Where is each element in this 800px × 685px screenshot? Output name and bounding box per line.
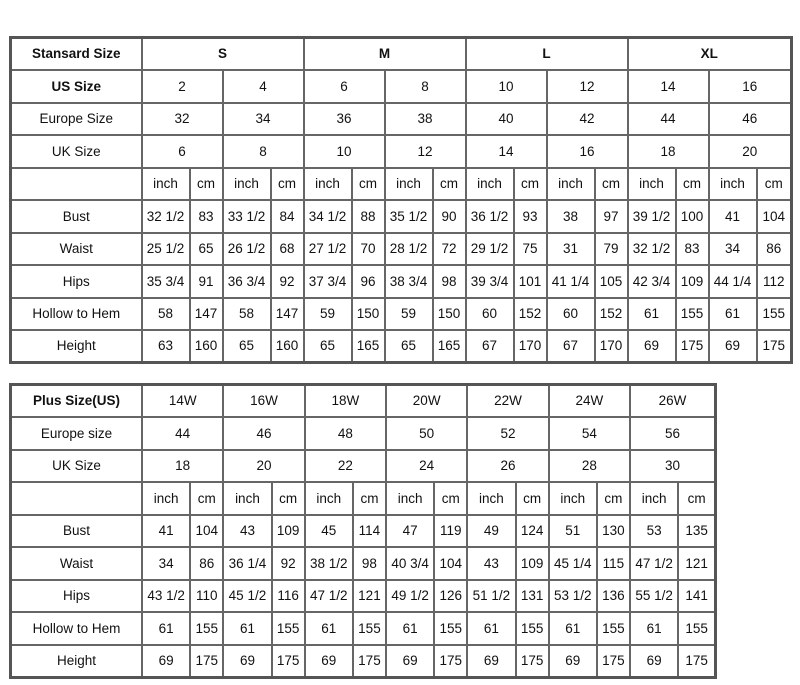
measurement-value: 175	[757, 330, 792, 363]
size-value: 6	[142, 135, 223, 168]
measurement-value: 155	[597, 612, 630, 645]
size-value: 14	[628, 70, 709, 103]
plus-size-value: 18W	[305, 385, 386, 418]
measurement-value: 170	[595, 330, 628, 363]
us-size-label: US Size	[11, 70, 142, 103]
units-row	[11, 168, 792, 201]
measurement-value: 165	[352, 330, 385, 363]
measurement-value: 155	[190, 612, 223, 645]
measurement-value: 175	[434, 645, 467, 678]
measurement-value: 109	[676, 265, 709, 298]
measurement-value: 86	[757, 233, 792, 266]
plus-size-label: Plus Size(US)	[11, 385, 143, 418]
unit-cm: cm	[516, 482, 549, 515]
measurement-value: 170	[514, 330, 547, 363]
measurement-value: 175	[597, 645, 630, 678]
size-value: 26	[467, 450, 548, 483]
size-value: 32	[142, 103, 223, 136]
size-value: 8	[223, 135, 304, 168]
measurement-value: 68	[271, 233, 304, 266]
measurement-value: 41 1/4	[547, 265, 595, 298]
measurement-value: 112	[757, 265, 792, 298]
unit-inch: inch	[547, 168, 595, 201]
measurement-value: 175	[676, 330, 709, 363]
measurement-value: 100	[676, 200, 709, 233]
measurement-value: 43 1/2	[142, 580, 190, 613]
plus-size-value: 20W	[386, 385, 467, 418]
size-value: 22	[305, 450, 386, 483]
size-value: 38	[385, 103, 466, 136]
unit-inch: inch	[386, 482, 434, 515]
standard-size-label: Stansard Size	[11, 38, 142, 71]
measurement-value: 47	[386, 515, 434, 548]
unit-cm: cm	[190, 168, 223, 201]
measurement-label: Height	[11, 330, 142, 363]
measurement-value: 93	[514, 200, 547, 233]
measurement-label: Hollow to Hem	[11, 612, 143, 645]
measurement-value: 65	[304, 330, 352, 363]
measurement-value: 35 1/2	[385, 200, 433, 233]
measurement-row	[11, 330, 792, 363]
measurement-label: Waist	[11, 233, 142, 266]
europe-size-label: Europe Size	[11, 103, 142, 136]
units-label-empty	[11, 168, 142, 201]
measurement-value: 109	[272, 515, 305, 548]
size-value: 12	[547, 70, 628, 103]
measurement-value: 34	[709, 233, 757, 266]
measurement-value: 45 1/4	[549, 547, 597, 580]
measurement-value: 175	[272, 645, 305, 678]
measurement-value: 150	[433, 298, 466, 331]
measurement-value: 59	[385, 298, 433, 331]
size-value: 20	[223, 450, 304, 483]
measurement-value: 37 3/4	[304, 265, 352, 298]
unit-inch: inch	[223, 482, 271, 515]
size-header-row	[11, 38, 792, 71]
size-value: 2	[142, 70, 223, 103]
unit-inch: inch	[628, 168, 676, 201]
unit-cm: cm	[353, 482, 386, 515]
measurement-value: 175	[190, 645, 223, 678]
size-value: 34	[223, 103, 304, 136]
measurement-value: 155	[272, 612, 305, 645]
measurement-value: 69	[223, 645, 271, 678]
measurement-value: 61	[386, 612, 434, 645]
measurement-value: 147	[271, 298, 304, 331]
measurement-value: 91	[190, 265, 223, 298]
watermark	[20, 2, 280, 24]
measurement-value: 72	[433, 233, 466, 266]
measurement-value: 141	[678, 580, 715, 613]
measurement-value: 34	[142, 547, 190, 580]
unit-cm: cm	[676, 168, 709, 201]
measurement-value: 160	[271, 330, 304, 363]
measurement-value: 155	[516, 612, 549, 645]
measurement-value: 86	[190, 547, 223, 580]
size-value: 48	[305, 417, 386, 450]
size-value: 40	[466, 103, 547, 136]
measurement-value: 79	[595, 233, 628, 266]
size-value: 52	[467, 417, 548, 450]
measurement-value: 155	[678, 612, 715, 645]
measurement-value: 58	[142, 298, 190, 331]
measurement-value: 33 1/2	[223, 200, 271, 233]
size-letter: L	[466, 38, 628, 71]
measurement-value: 63	[142, 330, 190, 363]
size-value: 50	[386, 417, 467, 450]
measurement-value: 92	[271, 265, 304, 298]
uk-size-row	[11, 135, 792, 168]
size-value: 18	[142, 450, 223, 483]
measurement-value: 26 1/2	[223, 233, 271, 266]
measurement-value: 126	[434, 580, 467, 613]
measurement-value: 38 1/2	[305, 547, 353, 580]
unit-inch: inch	[549, 482, 597, 515]
size-letter: XL	[628, 38, 792, 71]
measurement-value: 61	[467, 612, 515, 645]
measurement-value: 41	[142, 515, 190, 548]
uk-size-label: UK Size	[11, 135, 142, 168]
measurement-value: 43	[223, 515, 271, 548]
units-label-empty	[11, 482, 143, 515]
measurement-label: Bust	[11, 515, 143, 548]
measurement-value: 155	[757, 298, 792, 331]
measurement-value: 65	[190, 233, 223, 266]
unit-inch: inch	[223, 168, 271, 201]
unit-cm: cm	[271, 168, 304, 201]
measurement-value: 65	[385, 330, 433, 363]
measurement-value: 49 1/2	[386, 580, 434, 613]
measurement-value: 61	[628, 298, 676, 331]
measurement-value: 61	[142, 612, 190, 645]
unit-inch: inch	[467, 482, 515, 515]
measurement-value: 97	[595, 200, 628, 233]
measurement-value: 69	[142, 645, 190, 678]
measurement-value: 155	[353, 612, 386, 645]
measurement-value: 29 1/2	[466, 233, 514, 266]
unit-inch: inch	[709, 168, 757, 201]
measurement-value: 92	[272, 547, 305, 580]
size-value: 46	[709, 103, 792, 136]
measurement-value: 101	[514, 265, 547, 298]
plus-europe-size-label: Europe size	[11, 417, 143, 450]
measurement-value: 70	[352, 233, 385, 266]
measurement-value: 98	[353, 547, 386, 580]
measurement-value: 47 1/2	[305, 580, 353, 613]
size-value: 20	[709, 135, 792, 168]
us-size-row	[11, 70, 792, 103]
size-value: 44	[142, 417, 223, 450]
plus-measurement-row	[11, 515, 716, 548]
measurement-value: 69	[305, 645, 353, 678]
measurement-value: 175	[678, 645, 715, 678]
measurement-value: 124	[516, 515, 549, 548]
measurement-value: 39 1/2	[628, 200, 676, 233]
measurement-value: 61	[223, 612, 271, 645]
measurement-value: 49	[467, 515, 515, 548]
measurement-value: 152	[514, 298, 547, 331]
unit-inch: inch	[142, 482, 190, 515]
measurement-value: 59	[304, 298, 352, 331]
measurement-value: 61	[709, 298, 757, 331]
measurement-value: 36 1/4	[223, 547, 271, 580]
measurement-value: 105	[595, 265, 628, 298]
measurement-value: 43	[467, 547, 515, 580]
measurement-value: 51	[549, 515, 597, 548]
measurement-value: 175	[353, 645, 386, 678]
unit-cm: cm	[678, 482, 715, 515]
size-letter: S	[142, 38, 304, 71]
measurement-value: 55 1/2	[630, 580, 678, 613]
measurement-value: 130	[597, 515, 630, 548]
size-value: 42	[547, 103, 628, 136]
measurement-value: 75	[514, 233, 547, 266]
measurement-value: 67	[466, 330, 514, 363]
standard-size-table	[9, 36, 793, 364]
size-value: 6	[304, 70, 385, 103]
unit-cm: cm	[514, 168, 547, 201]
measurement-value: 53 1/2	[549, 580, 597, 613]
unit-inch: inch	[466, 168, 514, 201]
measurement-value: 121	[353, 580, 386, 613]
measurement-value: 150	[352, 298, 385, 331]
measurement-value: 104	[190, 515, 223, 548]
size-letter: M	[304, 38, 466, 71]
measurement-value: 90	[433, 200, 466, 233]
measurement-value: 25 1/2	[142, 233, 190, 266]
measurement-value: 61	[630, 612, 678, 645]
unit-inch: inch	[304, 168, 352, 201]
measurement-value: 119	[434, 515, 467, 548]
measurement-value: 104	[434, 547, 467, 580]
unit-inch: inch	[142, 168, 190, 201]
unit-cm: cm	[352, 168, 385, 201]
plus-size-value: 22W	[467, 385, 548, 418]
unit-inch: inch	[630, 482, 678, 515]
measurement-value: 40 3/4	[386, 547, 434, 580]
measurement-value: 69	[467, 645, 515, 678]
measurement-label: Hips	[11, 580, 143, 613]
measurement-value: 34 1/2	[304, 200, 352, 233]
measurement-value: 38	[547, 200, 595, 233]
measurement-value: 136	[597, 580, 630, 613]
measurement-value: 114	[353, 515, 386, 548]
measurement-value: 36 3/4	[223, 265, 271, 298]
measurement-value: 60	[547, 298, 595, 331]
measurement-label: Waist	[11, 547, 143, 580]
plus-uk-size-label: UK Size	[11, 450, 143, 483]
measurement-value: 58	[223, 298, 271, 331]
size-value: 18	[628, 135, 709, 168]
measurement-value: 165	[433, 330, 466, 363]
measurement-value: 109	[516, 547, 549, 580]
measurement-value: 69	[709, 330, 757, 363]
unit-cm: cm	[272, 482, 305, 515]
measurement-value: 41	[709, 200, 757, 233]
measurement-value: 32 1/2	[142, 200, 190, 233]
measurement-value: 32 1/2	[628, 233, 676, 266]
measurement-row	[11, 298, 792, 331]
plus-measurement-row	[11, 547, 716, 580]
unit-inch: inch	[305, 482, 353, 515]
measurement-value: 160	[190, 330, 223, 363]
measurement-value: 61	[549, 612, 597, 645]
measurement-value: 27 1/2	[304, 233, 352, 266]
measurement-value: 69	[549, 645, 597, 678]
measurement-value: 45 1/2	[223, 580, 271, 613]
measurement-value: 44 1/4	[709, 265, 757, 298]
measurement-value: 45	[305, 515, 353, 548]
measurement-value: 84	[271, 200, 304, 233]
unit-cm: cm	[190, 482, 223, 515]
measurement-value: 42 3/4	[628, 265, 676, 298]
measurement-row	[11, 200, 792, 233]
plus-europe-size-row	[11, 417, 716, 450]
plus-measurement-row	[11, 645, 716, 678]
plus-units-row	[11, 482, 716, 515]
unit-inch: inch	[385, 168, 433, 201]
measurement-value: 115	[597, 547, 630, 580]
plus-uk-size-row	[11, 450, 716, 483]
measurement-value: 35 3/4	[142, 265, 190, 298]
measurement-value: 51 1/2	[467, 580, 515, 613]
measurement-label: Hips	[11, 265, 142, 298]
measurement-value: 53	[630, 515, 678, 548]
measurement-value: 67	[547, 330, 595, 363]
measurement-label: Hollow to Hem	[11, 298, 142, 331]
size-value: 36	[304, 103, 385, 136]
plus-size-value: 16W	[223, 385, 304, 418]
measurement-value: 65	[223, 330, 271, 363]
size-value: 46	[223, 417, 304, 450]
unit-cm: cm	[597, 482, 630, 515]
measurement-value: 28 1/2	[385, 233, 433, 266]
plus-measurement-row	[11, 580, 716, 613]
size-value: 54	[549, 417, 630, 450]
measurement-value: 83	[190, 200, 223, 233]
unit-cm: cm	[433, 168, 466, 201]
measurement-value: 175	[516, 645, 549, 678]
measurement-value: 36 1/2	[466, 200, 514, 233]
measurement-value: 121	[678, 547, 715, 580]
size-value: 16	[547, 135, 628, 168]
measurement-value: 147	[190, 298, 223, 331]
plus-header-row	[11, 385, 716, 418]
measurement-label: Bust	[11, 200, 142, 233]
plus-measurement-row	[11, 612, 716, 645]
size-value: 44	[628, 103, 709, 136]
unit-cm: cm	[595, 168, 628, 201]
measurement-row	[11, 233, 792, 266]
measurement-value: 96	[352, 265, 385, 298]
measurement-value: 110	[190, 580, 223, 613]
measurement-value: 116	[272, 580, 305, 613]
measurement-value: 47 1/2	[630, 547, 678, 580]
size-value: 56	[630, 417, 716, 450]
measurement-value: 152	[595, 298, 628, 331]
size-value: 10	[304, 135, 385, 168]
plus-size-value: 24W	[549, 385, 630, 418]
size-value: 24	[386, 450, 467, 483]
measurement-value: 155	[434, 612, 467, 645]
size-value: 4	[223, 70, 304, 103]
measurement-value: 69	[386, 645, 434, 678]
measurement-value: 38 3/4	[385, 265, 433, 298]
measurement-value: 60	[466, 298, 514, 331]
size-value: 16	[709, 70, 792, 103]
measurement-value: 88	[352, 200, 385, 233]
measurement-value: 39 3/4	[466, 265, 514, 298]
unit-cm: cm	[757, 168, 792, 201]
measurement-value: 31	[547, 233, 595, 266]
size-value: 14	[466, 135, 547, 168]
size-value: 8	[385, 70, 466, 103]
measurement-value: 69	[630, 645, 678, 678]
measurement-row	[11, 265, 792, 298]
size-value: 10	[466, 70, 547, 103]
measurement-value: 69	[628, 330, 676, 363]
measurement-value: 104	[757, 200, 792, 233]
size-value: 30	[630, 450, 716, 483]
unit-cm: cm	[434, 482, 467, 515]
europe-size-row	[11, 103, 792, 136]
measurement-value: 131	[516, 580, 549, 613]
measurement-label: Height	[11, 645, 143, 678]
size-value: 28	[549, 450, 630, 483]
plus-size-value: 26W	[630, 385, 716, 418]
measurement-value: 155	[676, 298, 709, 331]
measurement-value: 83	[676, 233, 709, 266]
measurement-value: 61	[305, 612, 353, 645]
plus-size-value: 14W	[142, 385, 223, 418]
measurement-value: 135	[678, 515, 715, 548]
size-value: 12	[385, 135, 466, 168]
measurement-value: 98	[433, 265, 466, 298]
plus-size-table	[9, 383, 717, 679]
